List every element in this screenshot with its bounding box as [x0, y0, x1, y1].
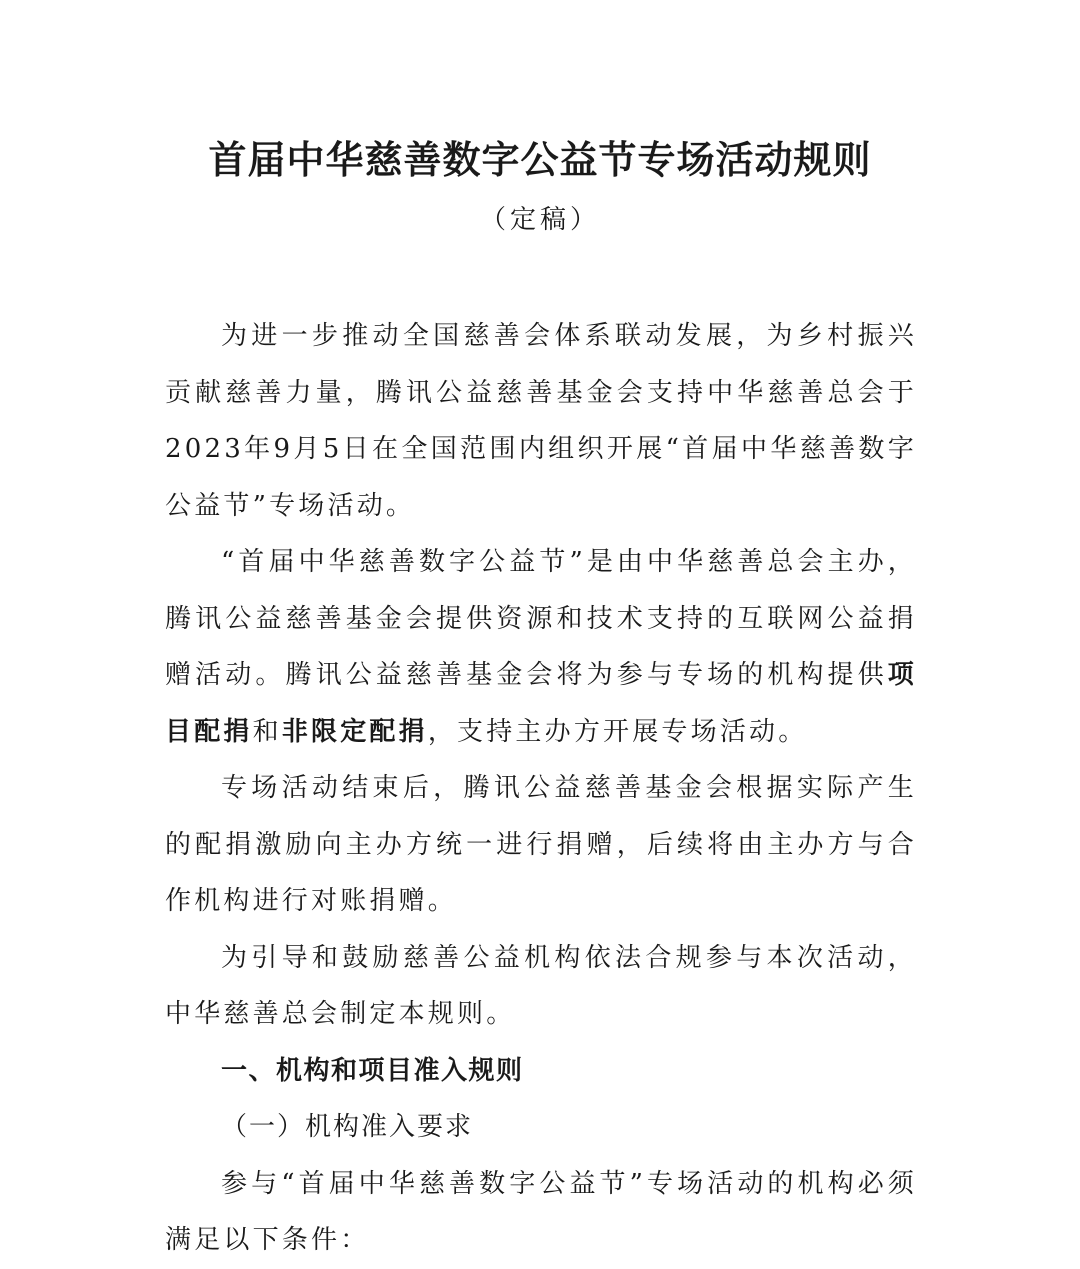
paragraph-organizer-text: “首届中华慈善数字公益节”是由中华慈善总会主办，腾讯公益慈善基金会提供资源和技术支持的互联网公益捐赠活动。腾讯公益慈善基金会将为参与专场的机构提供 — [165, 547, 917, 690]
document-title: 首届中华慈善数字公益节专场活动规则 — [208, 138, 872, 182]
paragraph-organizer-tail: ，支持主办方开展专场活动。 — [427, 716, 808, 747]
bold-term-unrestricted-matching: 非限定配捐 — [281, 716, 428, 747]
paragraph-purpose: 为引导和鼓励慈善公益机构依法合规参与本次活动，中华慈善总会制定本规则。 — [165, 942, 917, 1029]
paragraph-conditions: 参与“首届中华慈善数字公益节”专场活动的机构必须满足以下条件： — [165, 1168, 917, 1255]
document-body — [165, 308, 917, 1269]
paragraph-organizer — [165, 534, 917, 760]
paragraph-settlement: 专场活动结束后，腾讯公益慈善基金会根据实际产生的配捐激励向主办方统一进行捐赠，后续将由主办方与合作机构进行对账捐赠。 — [165, 773, 917, 916]
document-subtitle: （定稿） — [479, 205, 600, 235]
subsection-heading: （一）机构准入要求 — [221, 1112, 474, 1142]
section-heading: 一、机构和项目准入规则 — [221, 1055, 524, 1086]
paragraph-intro: 为进一步推动全国慈善会体系联动发展，为乡村振兴贡献慈善力量，腾讯公益慈善基金会支持中华慈善总会于2023年9月5日在全国范围内组织开展“首届中华慈善数字公益节”专场活动。 — [165, 321, 917, 521]
bold-term-project-matching: 项目配捐 — [165, 660, 917, 747]
paragraph-organizer-conjunction: 和 — [252, 716, 282, 747]
